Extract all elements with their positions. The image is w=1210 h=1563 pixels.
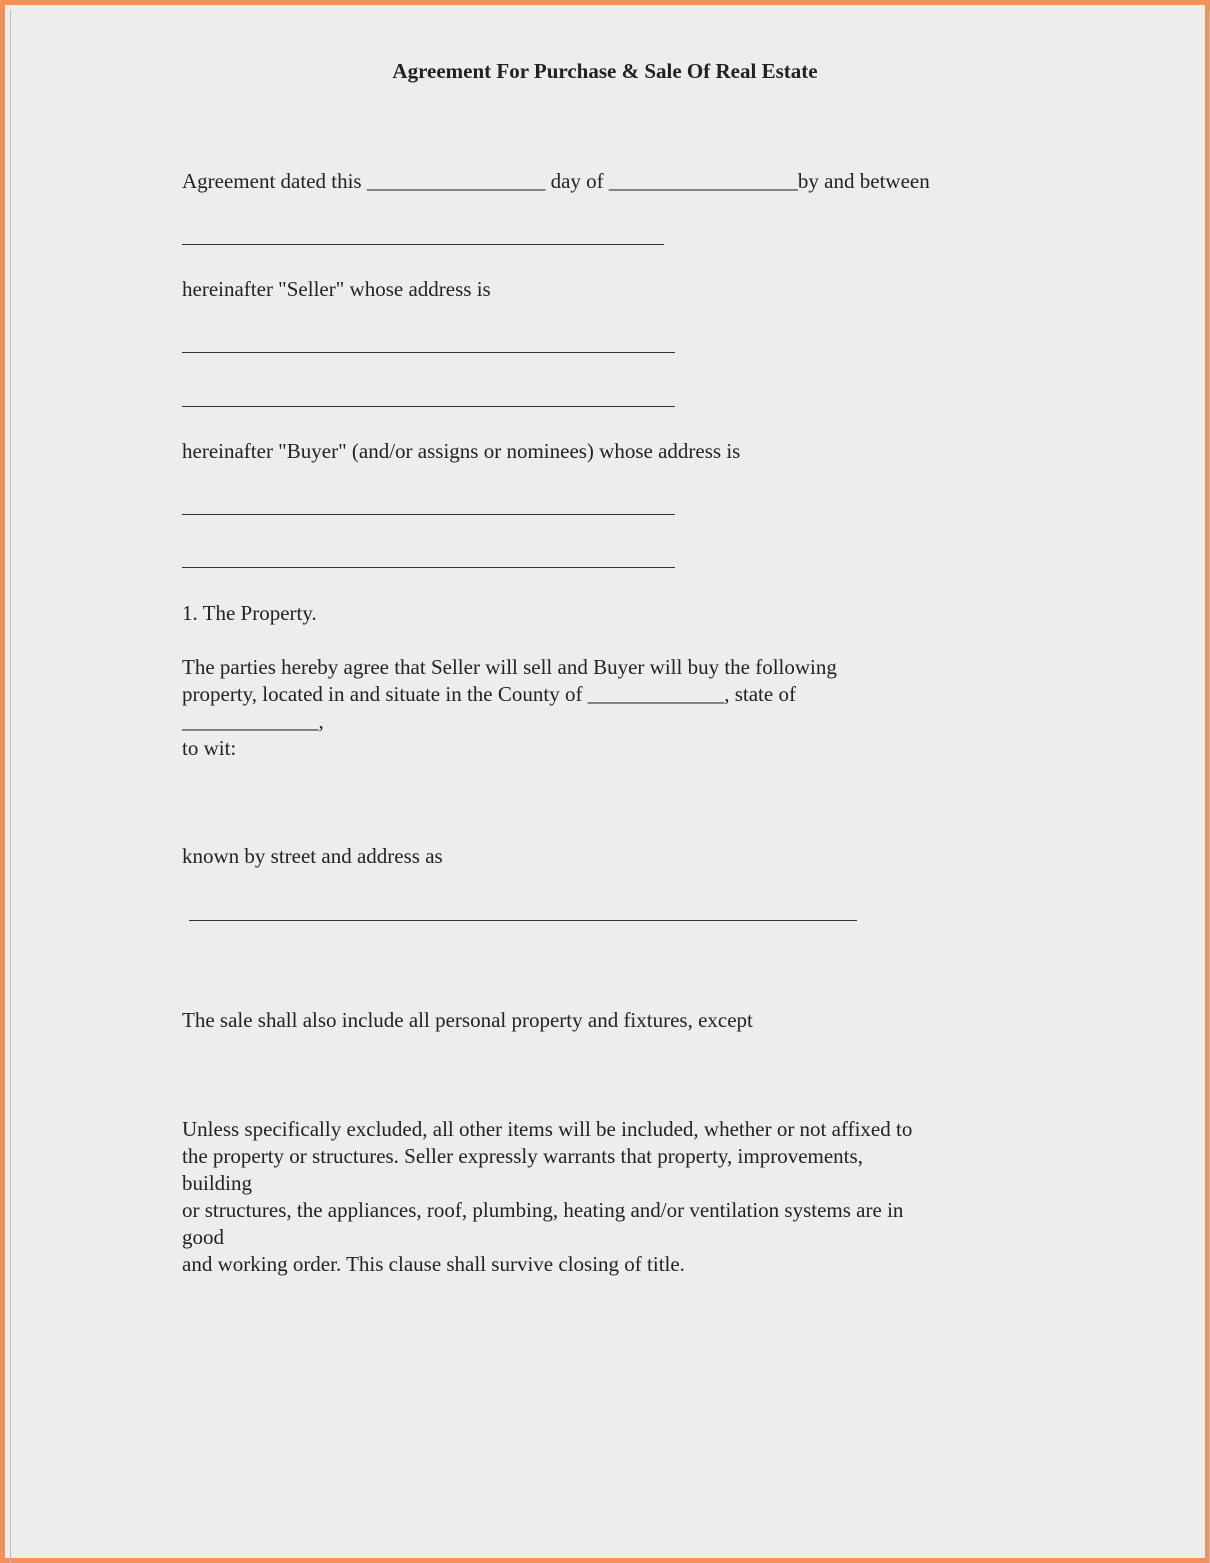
warranty-line-2: the property or structures. Seller expressly warrants that property, improvements, (182, 1144, 863, 1168)
intro-line: Agreement dated this _________________ day of __________________by and between (182, 169, 930, 193)
section-heading: 1. The Property. (182, 601, 317, 625)
warranty-line-1: Unless specifically excluded, all other items will be included, whether or not affixed to (182, 1117, 913, 1141)
fixtures-line: The sale shall also include all personal property and fixtures, except (182, 1008, 753, 1032)
warranty-line-6: and working order. This clause shall survive closing of title. (182, 1252, 685, 1276)
buyer-label: hereinafter "Buyer" (and/or assigns or nominees) whose address is (182, 439, 741, 463)
party-name-blank (182, 244, 664, 245)
buyer-address-blank-2 (182, 567, 675, 568)
property-line-4: to wit: (182, 736, 237, 760)
warranty-line-5: good (182, 1225, 224, 1249)
property-line-3: _____________, (182, 709, 324, 733)
street-address-blank (189, 920, 857, 921)
property-line-2: property, located in and situate in the County of _____________, state of (182, 682, 796, 706)
seller-label: hereinafter "Seller" whose address is (182, 277, 491, 301)
property-line-1: The parties hereby agree that Seller will sell and Buyer will buy the following (182, 655, 837, 679)
street-address-label: known by street and address as (182, 844, 443, 868)
seller-address-blank-1 (182, 352, 675, 353)
seller-address-blank-2 (182, 406, 675, 407)
warranty-line-4: or structures, the appliances, roof, plumbing, heating and/or ventilation systems are in (182, 1198, 904, 1222)
warranty-line-3: building (182, 1171, 253, 1195)
document-page (10, 10, 1210, 1563)
buyer-address-blank-1 (182, 514, 675, 515)
document-title: Agreement For Purchase & Sale Of Real Estate (392, 59, 818, 83)
